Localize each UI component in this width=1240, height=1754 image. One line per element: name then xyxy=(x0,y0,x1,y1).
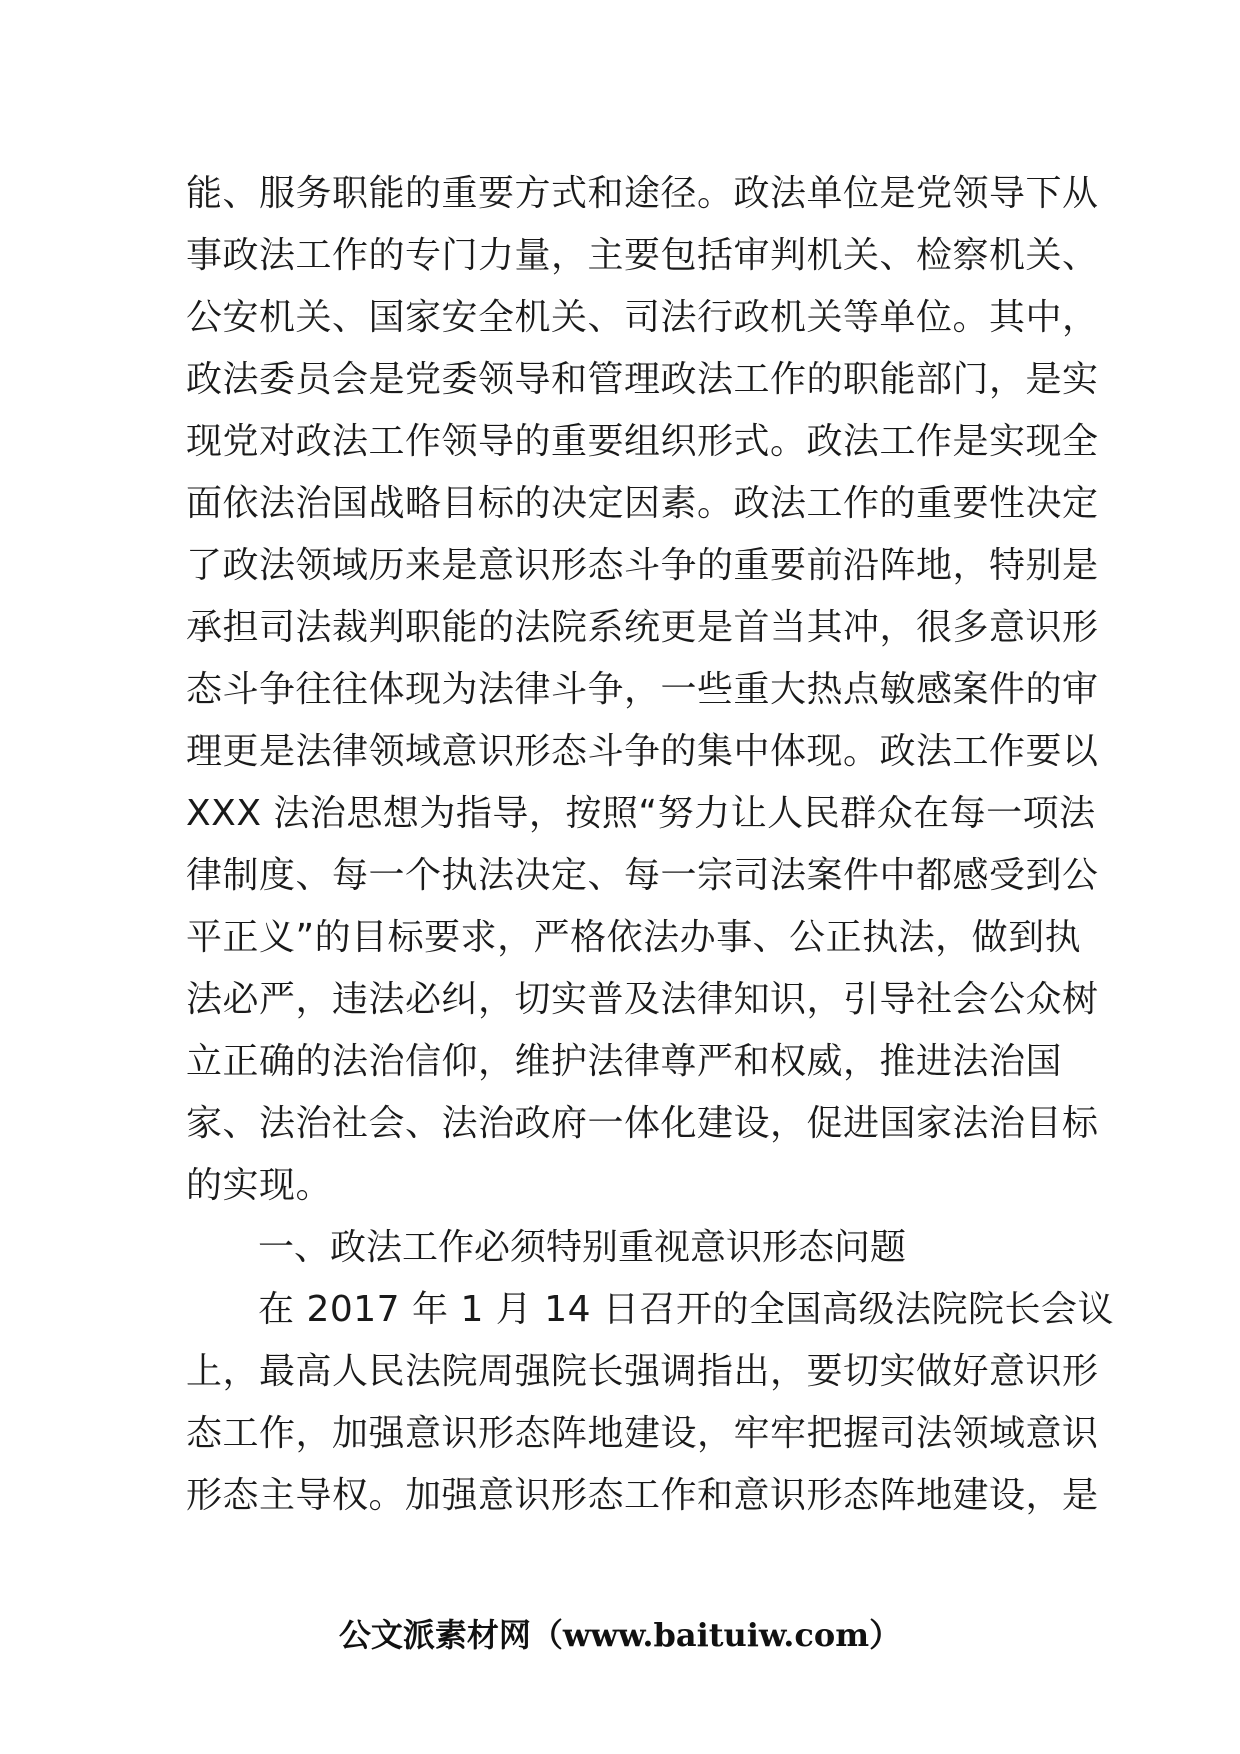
text-line: XXX 法治思想为指导，按照“努力让人民群众在每一项法 xyxy=(186,793,1096,834)
body-text xyxy=(186,166,1114,1530)
text-line: 立正确的法治信仰，维护法律尊严和权威，推进法治国 xyxy=(186,1041,1063,1082)
text-line: 法必严，违法必纠，切实普及法律知识，引导社会公众树 xyxy=(186,979,1099,1020)
text-line: 公安机关、国家安全机关、司法行政机关等单位。其中， xyxy=(186,297,1099,338)
text-line: 事政法工作的专门力量，主要包括审判机关、检察机关、 xyxy=(186,235,1099,276)
text-line: 态工作，加强意识形态阵地建设，牢牢把握司法领域意识 xyxy=(186,1413,1099,1454)
text-line: 的实现。 xyxy=(186,1165,333,1206)
paragraph xyxy=(186,166,1099,1220)
paragraph xyxy=(186,1282,1114,1530)
text-line: 了政法领域历来是意识形态斗争的重要前沿阵地，特别是 xyxy=(186,545,1099,586)
text-line: 面依法治国战略目标的决定因素。政法工作的重要性决定 xyxy=(186,483,1099,524)
footer-watermark: 公文派素材网（www.baituiw.com） xyxy=(338,1616,902,1654)
text-line: 政法委员会是党委领导和管理政法工作的职能部门，是实 xyxy=(186,359,1099,400)
text-line: 现党对政法工作领导的重要组织形式。政法工作是实现全 xyxy=(186,421,1099,462)
text-line: 能、服务职能的重要方式和途径。政法单位是党领导下从 xyxy=(186,173,1099,214)
text-line: 家、法治社会、法治政府一体化建设，促进国家法治目标 xyxy=(186,1103,1099,1144)
text-line: 律制度、每一个执法决定、每一宗司法案件中都感受到公 xyxy=(186,855,1099,896)
text-line: 承担司法裁判职能的法院系统更是首当其冲，很多意识形 xyxy=(186,607,1099,648)
text-line: 形态主导权。加强意识形态工作和意识形态阵地建设，是 xyxy=(186,1475,1099,1516)
text-line: 态斗争往往体现为法律斗争，一些重大热点敏感案件的审 xyxy=(186,669,1099,710)
section-heading: 一、政法工作必须特别重视意识形态问题 xyxy=(258,1227,907,1268)
text-line: 平正义”的目标要求，严格依法办事、公正执法，做到执 xyxy=(186,917,1082,958)
text-line: 上，最高人民法院周强院长强调指出，要切实做好意识形 xyxy=(186,1351,1099,1392)
text-line: 理更是法律领域意识形态斗争的集中体现。政法工作要以 xyxy=(186,731,1099,772)
text-line: 在 2017 年 1 月 14 日召开的全国高级法院院长会议 xyxy=(258,1289,1114,1330)
